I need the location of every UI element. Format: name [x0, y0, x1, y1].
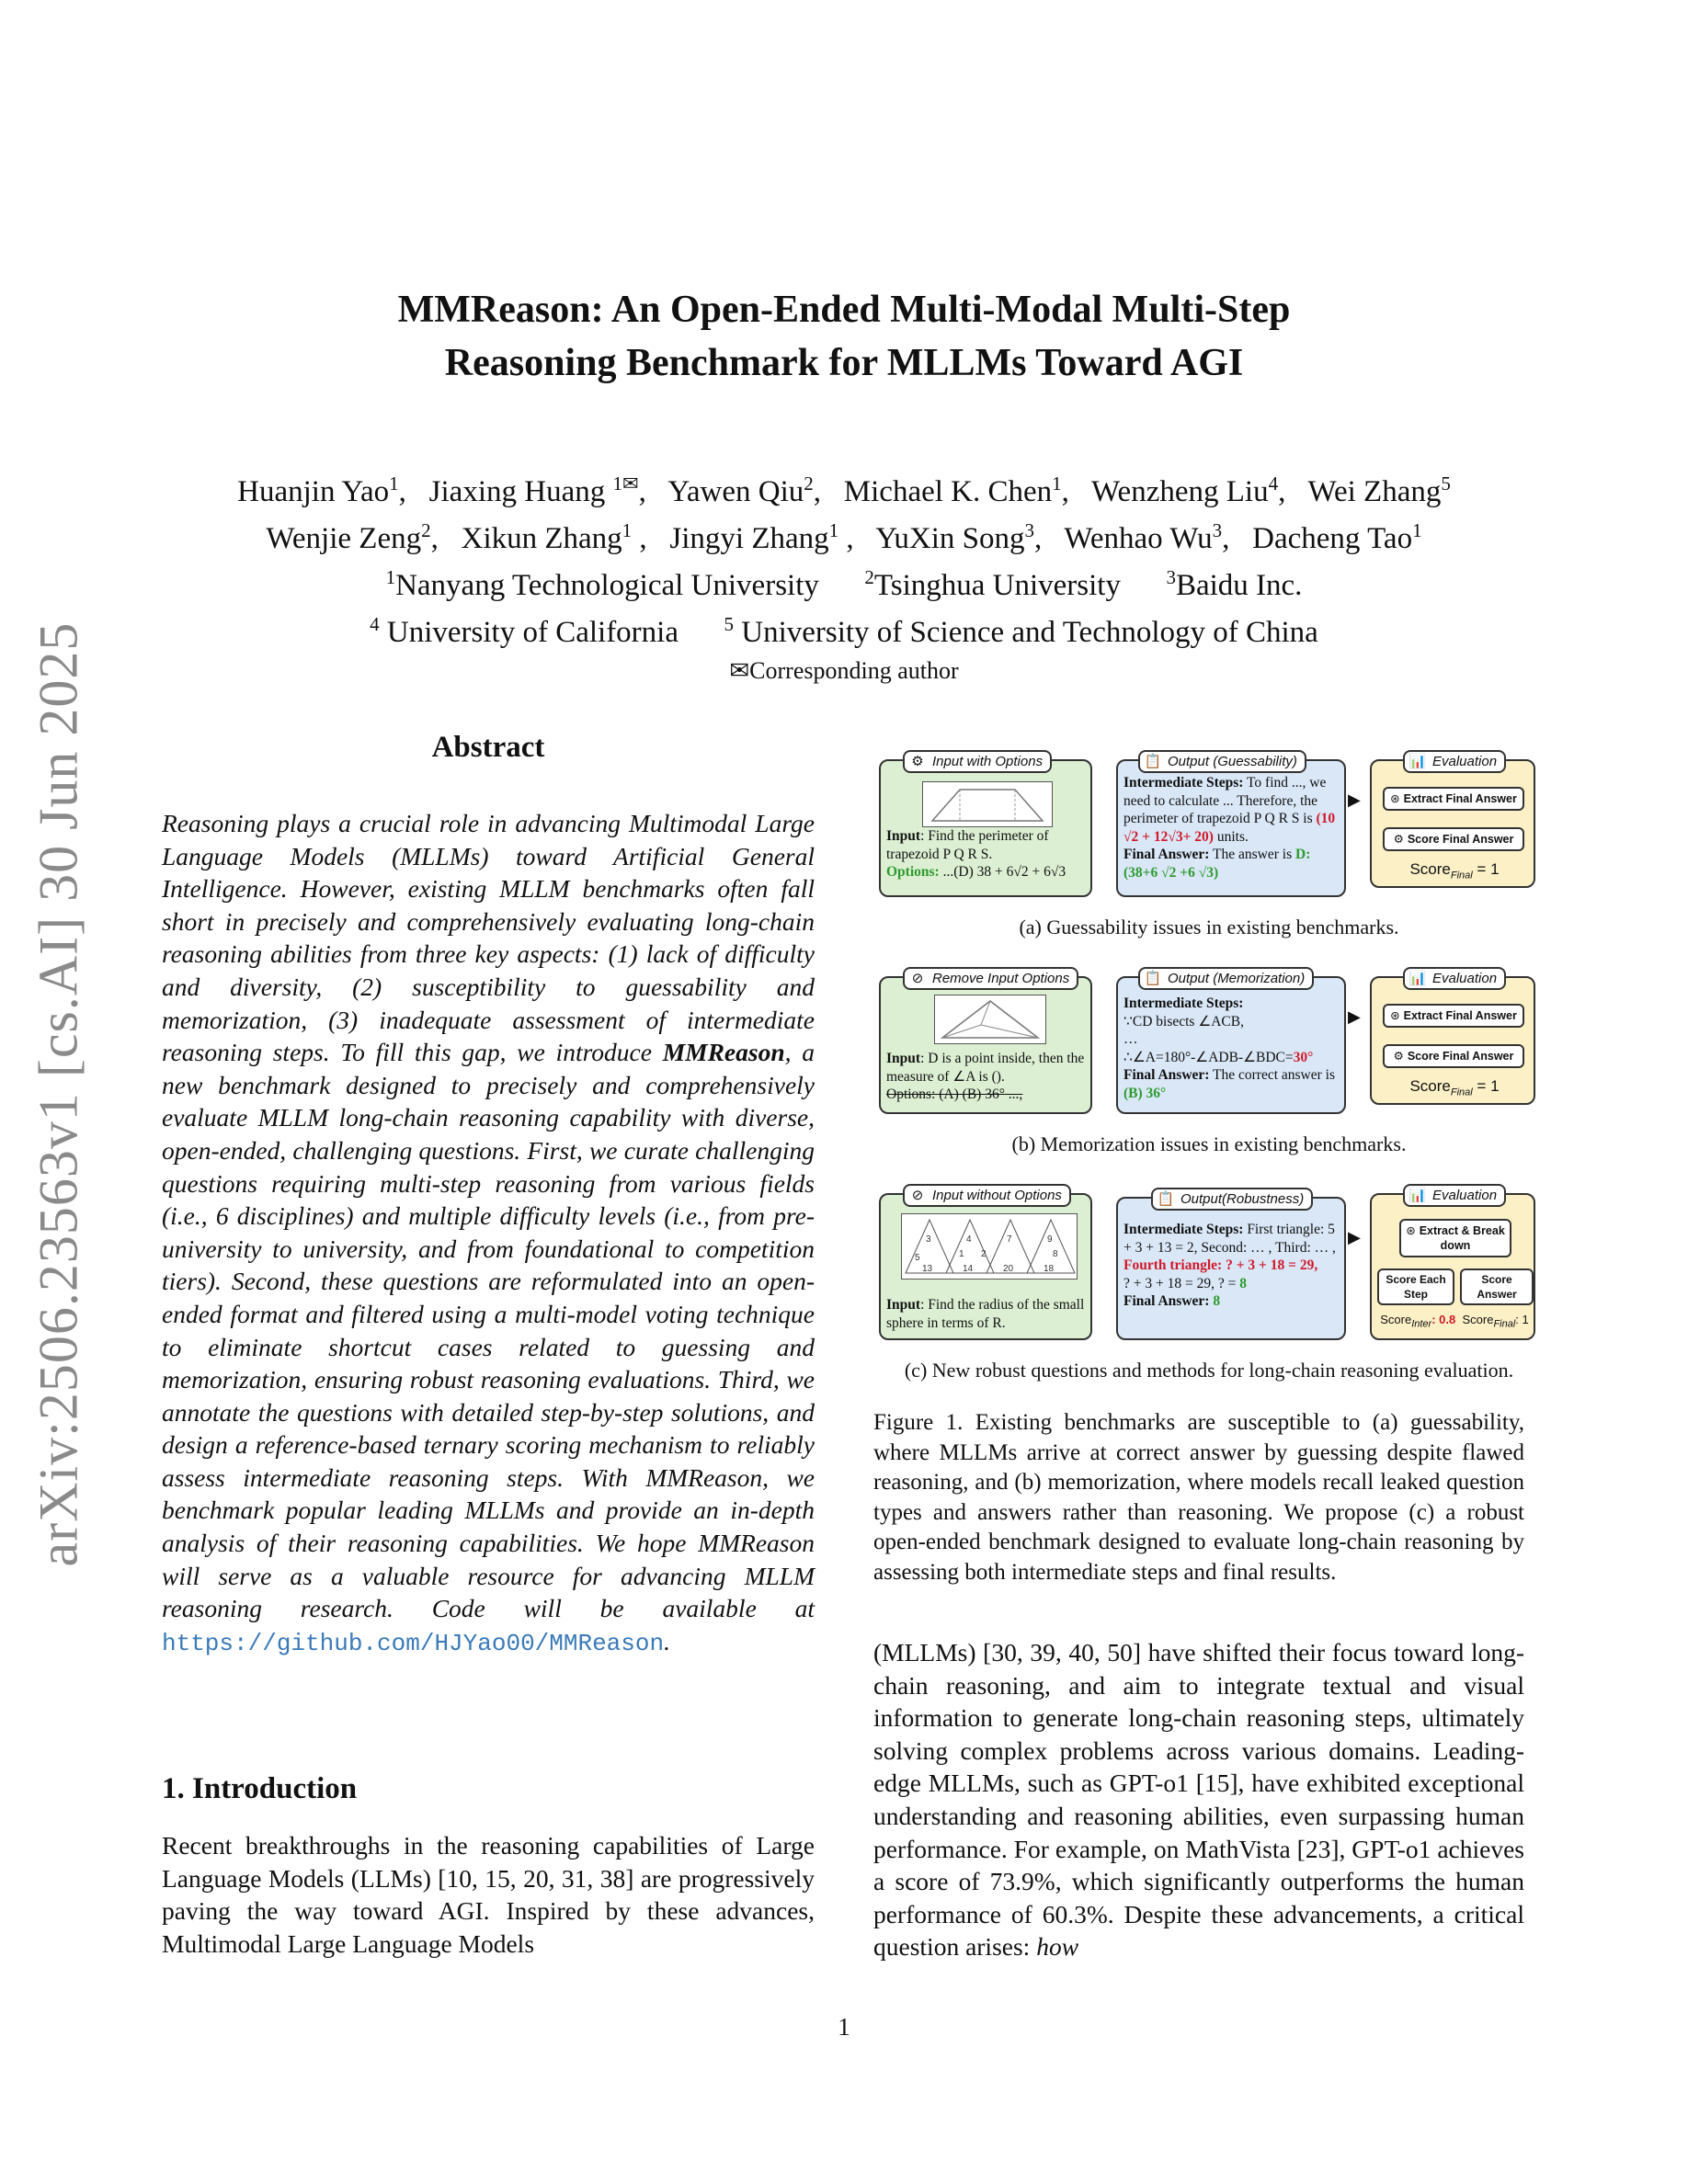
tag-evaluation: 📊 Evaluation — [1403, 967, 1506, 990]
triangle-figure — [934, 995, 1046, 1044]
author: Yawen Qiu — [667, 475, 804, 508]
figure-caption: Figure 1. Existing benchmarks are susceptible to (a) guessability, where MLLMs arrive at correct answer by guessing despite flawed reasoning, and (b) memorization, where models recall leaked question types and answers rather than reasoning. We propose (c) a robust open-ended benchmark designed to evaluate long-chain reasoning by assessing both intermediate steps and final results. — [873, 1410, 1524, 1585]
panel-b-output — [1116, 976, 1346, 1114]
author: Xikun Zhang — [461, 522, 622, 555]
svg-text:9: 9 — [1047, 1234, 1053, 1245]
tag-remove-input-options: ⊘ Remove Input Options — [903, 967, 1078, 990]
triangle-diagram — [935, 995, 1045, 1043]
affiliation-line-1: $^1$Nanyang Technological University $^2$Tsinghua University $^3$Baidu Inc. — [385, 566, 1303, 602]
svg-text:5: 5 — [915, 1253, 920, 1263]
section-heading-introduction: 1. Introduction — [162, 1772, 358, 1805]
svg-text:14: 14 — [963, 1264, 974, 1274]
svg-text:1: 1 — [959, 1249, 964, 1259]
envelope-icon: ✉ — [729, 657, 750, 684]
score-final-answer-button: ⚙ Score Final Answer — [1383, 1044, 1524, 1068]
author-line-2: Wenjie Zeng$^2$, Xikun Zhang$^1$ , Jingyi Zhang$^1$ , YuXin Song$^3$, Wenhao Wu$^3$, Dacheng Tao$^1$ — [266, 519, 1422, 555]
abstract-heading: Abstract — [431, 731, 545, 764]
abstract-body: Reasoning plays a crucial role in advancing Multimodal Large Language Models (MLLMs) toward Artificial General Intelligence. However, existing MLLM benchmarks often fall short in precisely and comprehensively evaluating long-chain reasoning abilities from three key aspects: (1) lack of difficulty and diversity, (2) susceptibility to guessability and memorization, (3) inadequate assessment of intermediate reasoning steps. To fill this gap, we introduce MMReason, a new benchmark designed to precisely and comprehensively evaluate MLLM long-chain reasoning capability with diverse, open-ended, challenging questions. First, we curate challenging questions requiring multi-step reasoning from various fields (i.e., 6 disciplines) and multiple difficulty levels (i.e., from pre-university to university, and from foundational to competition tiers). Second, these questions are reformulated into an open-ended format and filtered using a multi-model voting technique to eliminate shortcut cases related to guessing and memorization, ensuring robust reasoning evaluations. Third, we annotate the questions with detailed step-by-step solutions, and design a reference-based ternary scoring mechanism to reliably assess intermediate reasoning steps. With MMReason, we benchmark popular leading MLLMs and provide an in-depth analysis of their reasoning capabilities. We hope MMReason will serve as a valuable resource for advancing MLLM reasoning research. Code will be available at https://github.com/HJYao00/MMReason. — [162, 809, 815, 1657]
author: Wenzheng Liu — [1091, 475, 1269, 508]
trapezoid-diagram — [923, 782, 1052, 826]
svg-text:18: 18 — [1044, 1264, 1055, 1274]
number-triangles-figure — [901, 1213, 1078, 1280]
panel-c-input — [879, 1193, 1092, 1340]
score-final: Score$_{Final}$ = 1 — [1409, 1077, 1500, 1098]
affiliation: Nanyang Technological University — [395, 569, 819, 602]
remove-options-icon: ⊘ — [911, 971, 924, 986]
panel-a-input — [879, 759, 1092, 897]
extract-final-answer-button: ⊛ Extract Final Answer — [1383, 1004, 1524, 1028]
subcaption-b: (b) Memorization issues in existing benchmarks. — [1011, 1132, 1407, 1155]
panel-b-output-text: Intermediate Steps: ∵CD bisects ∠ACB, … ∴∠A=180°-∠ADB-∠BDC=30° Final Answer: The correct answer is (B) 36° — [1123, 995, 1336, 1101]
score-answer-button: Score Answer — [1460, 1268, 1534, 1305]
openai-icon: ⊛ — [1406, 1224, 1416, 1237]
author: Huanjin Yao — [237, 475, 390, 508]
extract-break-down-button: ⊛ Extract & Break down — [1399, 1219, 1511, 1257]
arrow-icon: ▶ — [1348, 1007, 1361, 1027]
author-line-1: Huanjin Yao$^1$, Jiaxing Huang $^{1✉}$, Yawen Qiu$^2$, Michael K. Chen$^1$, Wenzheng Liu$^4$, Wei Zhang$^5$ — [237, 472, 1451, 508]
author: Jiaxing Huang — [428, 475, 606, 508]
panel-b-input — [879, 976, 1092, 1114]
openai-icon: ⊛ — [1390, 1009, 1400, 1022]
score-icon: ⚙ — [1393, 1050, 1404, 1063]
corresponding-note: ✉Corresponding author — [729, 657, 959, 684]
panel-a-output — [1116, 759, 1346, 897]
page-number: 1 — [838, 2013, 850, 2041]
no-options-icon: ⊘ — [911, 1188, 924, 1203]
evaluation-icon: 📊 — [1409, 1188, 1427, 1203]
title-line-1: MMReason: An Open-Ended Multi-Modal Multi-Step — [397, 289, 1291, 331]
panel-c-evaluation — [1370, 1193, 1535, 1340]
tag-evaluation: 📊 Evaluation — [1403, 1184, 1506, 1207]
tag-output-robustness: 📋 Output(Robustness) — [1151, 1188, 1313, 1211]
author: Dacheng Tao — [1252, 522, 1413, 555]
author: Michael K. Chen — [843, 475, 1053, 508]
tag-output-memorization: 📋 Output (Memorization) — [1138, 967, 1314, 990]
tag-output-guessability: 📋 Output (Guessability) — [1138, 750, 1306, 773]
panel-c-output — [1116, 1197, 1346, 1340]
panel-a-evaluation — [1370, 759, 1535, 888]
intro-continued-paragraph: (MLLMs) [30, 39, 40, 50] have shifted their focus toward long-chain reasoning, and aim to integrate textual and visual information to generate long-chain reasoning steps, ultimately solving complex problems across various domains. Leading-edge MLLMs, such as GPT-o1 [15], have exhibited exceptional understanding and reasoning abilities, even surpassing human performance. For example, on MathVista [23], GPT-o1 achieves a score of 73.9%, which significantly outperforms the human performance of 60.3%. Despite these advancements, a critical question arises: how — [873, 1638, 1524, 1962]
svg-text:20: 20 — [1003, 1264, 1014, 1274]
score-each-step-button: Score Each Step — [1377, 1268, 1454, 1305]
svg-text:8: 8 — [1053, 1249, 1058, 1259]
affiliation-line-2: $^4$ University of California $^5$ University of Science and Technology of China — [370, 613, 1318, 649]
title-line-2: Reasoning Benchmark for MLLMs Toward AGI — [444, 342, 1244, 384]
panel-a-input-text: Input: Find the perimeter of trapezoid P Q R S. Options: ...(D) 38 + 6√2 + 6√3 — [886, 828, 1066, 880]
affiliation: Tsinghua University — [873, 569, 1121, 602]
author: Jingyi Zhang — [669, 522, 829, 555]
clipboard-icon: 📋 — [1157, 1191, 1175, 1207]
subcaption-a: (a) Guessability issues in existing benchmarks. — [1019, 916, 1399, 938]
author: YuXin Song — [875, 522, 1025, 555]
author: Wei Zhang — [1307, 475, 1442, 508]
panel-a-output-text: Intermediate Steps: To find ..., we need to calculate ... Therefore, the perimeter of trapezoid P Q R S is (10 √2 + 12√3+ 20) units. Final Answer: The answer is D: (38+6 √2 +6 √3) — [1123, 775, 1336, 881]
openai-icon: ⊛ — [1390, 792, 1400, 805]
score-intermediate-final: Score$_{Inter}$: 0.8 Score$_{Final}$: 1 — [1380, 1313, 1529, 1330]
score-icon: ⚙ — [1393, 833, 1404, 846]
panel-b-input-text: Input: D is a point inside, then the measure of ∠A is (). Options: (A) (B) 36° ..., — [886, 1051, 1085, 1102]
benchmark-name: MMReason — [662, 1038, 785, 1067]
author: Wenhao Wu — [1064, 522, 1213, 555]
arrow-icon: ▶ — [1348, 791, 1361, 810]
score-final: Score$_{Final}$ = 1 — [1409, 860, 1500, 882]
authors-block — [0, 464, 1688, 690]
extract-final-answer-button: ⊛ Extract Final Answer — [1383, 787, 1524, 811]
tag-input-without-options: ⊘ Input without Options — [903, 1184, 1071, 1207]
evaluation-icon: 📊 — [1409, 971, 1427, 986]
clipboard-icon: 📋 — [1144, 754, 1162, 769]
panel-c-output-text: Intermediate Steps: First triangle: 5 + 3 + 13 = 2, Second: … , Third: … , Fourth triangle: ? + 3 + 18 = 29, ? + 3 + 18 = 29, ? = 8 Final Answer: 8 — [1123, 1222, 1336, 1309]
arxiv-stamp: arXiv:2506.23563v1 [cs.AI] 30 Jun 2025 — [28, 621, 89, 1566]
subcaption-c: (c) New robust questions and methods for long-chain reasoning evaluation. — [904, 1359, 1514, 1382]
code-link[interactable]: https://github.com/HJYao00/MMReason — [162, 1629, 665, 1657]
clipboard-icon: 📋 — [1144, 971, 1162, 986]
svg-text:7: 7 — [1007, 1234, 1012, 1245]
tag-input-with-options: ⚙ Input with Options — [903, 750, 1052, 773]
trapezoid-figure — [922, 781, 1053, 827]
affiliation: Baidu Inc. — [1175, 569, 1303, 602]
author: Wenjie Zeng — [266, 522, 422, 555]
affiliation: University of California — [386, 616, 679, 649]
svg-text:3: 3 — [926, 1234, 931, 1245]
panel-c-input-text: Input: Find the radius of the small sphere in terms of R. — [886, 1297, 1085, 1331]
affiliation: University of Science and Technology of China — [741, 616, 1318, 649]
arrow-icon: ▶ — [1348, 1228, 1361, 1247]
options-icon: ⚙ — [911, 754, 924, 769]
svg-text:2: 2 — [981, 1249, 987, 1259]
intro-paragraph: Recent breakthroughs in the reasoning capabilities of Large Language Models (LLMs) [10, 15, 20, 31, 38] are progressively paving the way toward AGI. Inspired by these advances, Multimodal Large Language Models — [162, 1831, 815, 1958]
score-final-answer-button: ⚙ Score Final Answer — [1383, 827, 1524, 851]
paper-title — [0, 283, 1688, 390]
tag-evaluation: 📊 Evaluation — [1403, 750, 1506, 773]
evaluation-icon: 📊 — [1409, 754, 1427, 769]
svg-text:4: 4 — [966, 1234, 972, 1245]
panel-b-evaluation — [1370, 976, 1535, 1105]
number-triangles-diagram — [902, 1214, 1077, 1279]
svg-text:13: 13 — [922, 1264, 933, 1274]
